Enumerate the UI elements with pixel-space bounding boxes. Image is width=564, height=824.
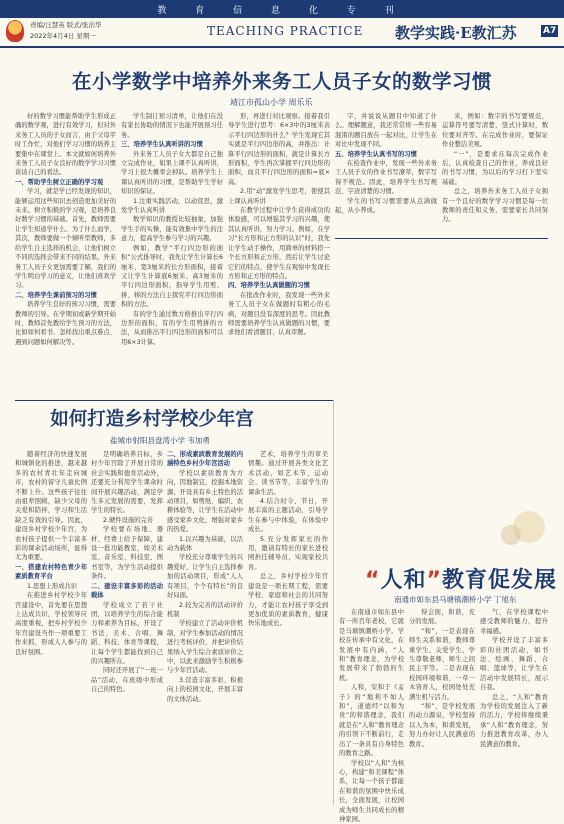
paragraph: 在推进乡村学校少年宫建设中，首先要在思想上达成共识，学校领导应高度重视，把乡村学校少年宫建设当作一项重要工作来抓，形成人人参与的良好氛围。 <box>15 591 87 657</box>
article1-column-4 <box>335 112 437 232</box>
paragraph: 艺术，培养学生的审美情趣。通过开展各类文化艺术活动，如艺术节、运动会、读书节等，丰富学生的课余生活。 <box>248 450 328 497</box>
paragraph: 学校开设了丰富多彩的社团活动，如书法、绘画、舞蹈、合唱、篮球等，让学生在活动中发展特长，展示自我。 <box>480 636 548 692</box>
header-band <box>0 0 564 18</box>
article1-column-2 <box>121 112 223 398</box>
article2-title: 如何打造乡村学校少年宫 <box>26 405 278 431</box>
page-header <box>0 18 564 48</box>
article3-byline: 南通市如东县马塘镇潮桥小学 丁旭东 <box>394 594 516 605</box>
section-heading: 二、培养学生课前预习的习惯 <box>15 291 116 300</box>
title-rest: 教育促发展 <box>442 568 557 593</box>
paragraph: 总之，乡村学校少年宫建设是一项长期工程，需要学校、家庭和社会的共同努力，才能让农村孩子享受到更加优质的素质教育，健康快乐地成长。 <box>248 572 328 628</box>
paragraph: “一”，是要求在每次完成作业后，认真检查自己的作业，养成良好的书写习惯，为以后的学习打下坚实基础。 <box>442 150 548 188</box>
paragraph: “和”，是学校发展的动力源泉，学校坚持以人为本，和谐发展，努力办好让人民满意的教育。 <box>409 702 475 749</box>
paragraph: 学校以“人和”为核心，构建“和美课程”体系，让每一个孩子都能在和谐的氛围中快乐成长，全面发展，让校园成为师生共同成长的精神家园。 <box>339 759 404 824</box>
paragraph: 在检查作业中，发现一些外来务工人员子女的作业书写潦草，数字写得不规范。因此，培养学生书写规范、字迹清楚的习惯。 <box>335 159 437 197</box>
divider-line <box>335 238 548 239</box>
paragraph: 随着经济的快速发展和城镇化的推进，越来越多的农村青壮年走向城市，农村的留守儿童比例不断上升。这些孩子往往由祖辈照顾，缺少父母的关爱和陪伴，学习和生活缺乏有效的引导。因此，建设乡村学校少年宫，为农村孩子提供一个丰富多彩的课余活动场所，显得尤为重要。 <box>15 450 87 563</box>
paragraph: 得会面，和谐，充分的发展。 <box>409 608 475 627</box>
paragraph: 在教学过程中让学生获得成功的体验感，可以增强其学习的兴趣，使其认真听讲，努力学习。例如，在学习“长方形和正方形的认识”时，我先让学生动手操作，用简单的材料搭一个长方形和正方形，然后让学生讨论它们的特点，使学生在观察中发现长方形和正方形的特点。 <box>228 206 330 281</box>
section-heading: 四、培养学生认真做题的习惯 <box>228 281 330 290</box>
article2-column-3 <box>167 450 243 805</box>
paragraph: 培养学生良好的预习习惯，需要教师的引导。在学期初或新学期开始时，教师首先教给学生预习的方法，比如如何看书、怎样找出重点难点、遇到问题如何解决等。 <box>15 300 116 347</box>
paragraph: 学校充分尊重学生的兴趣爱好，让学生自主选择参加的活动项目，形成“人人有项目，个个有特长”的良好局面。 <box>167 553 243 600</box>
paragraph: 是明确培养目标，乡村少年宫除了开展日常的社会实践和德育活动外，还要充分利用学生课余时间开展兴趣活动，满足学生多元发展的需要，发挥学生的特长。 <box>91 450 163 516</box>
paragraph: 学习，就是学已经发现的知识，能够运用这些知识去创造更加美好的未来。树立积极的学习观，是培养良好数学习惯的基础。首先，教师需要让学生知道学什么、为了什么而学，其次，教师要做一个倾听型教师，多给学生自主选择的机会，让他们树立不同的选择会带来不同的结果。外来务工人员子女更加需要了解，我们的学生明白学习的意义，让他们喜欢学习。 <box>15 187 116 290</box>
title-quote-close: ” <box>426 568 441 593</box>
title-quote-open: “ <box>365 568 380 593</box>
article3-title <box>365 563 557 594</box>
paragraph: 好的数学习惯能帮助学生形成正确的数学观，进行有效学习，但对外来务工人员的子女而言，由于父母平时工作忙，对他们学习习惯的培养主要集中在课堂上。本文就如何培养外来务工人员子女良好的数学学习习惯谈谈自己的看法。 <box>15 112 116 178</box>
paragraph: 有的学生通过数方格推出平行四边形的面积，有的学生用剪拼的方法，从而推出平行四边形的面积可以用6×3计算。 <box>121 310 223 348</box>
paragraph: 来，例如：数字的书写要规范，运算符号要写清楚，竖式计算时，数位要对齐等。在完成作业时，要保证作业整洁美观。 <box>442 112 548 150</box>
section-heading: 三、培养学生认真听讲的习惯 <box>121 140 223 149</box>
mascot-icon <box>6 20 24 42</box>
article2-column-4 <box>248 450 328 805</box>
paragraph: 学校建立了活动评价机制，对学生参加活动的情况进行考核评价，并把评价结果纳入学生综合素质评价之中，以此来激励学生积极参与少年宫活动。 <box>167 619 243 675</box>
paragraph: 1.以兴趣为基础，以活动为载体 <box>167 535 243 554</box>
paragraph: 5.充分发挥家长的作用，邀请有特长的家长进校园担任辅导员，实现家校共育。 <box>248 535 328 573</box>
paragraph: 字，并说说从题目中知道了什么。理解题意，我还常常将一些容易混淆的题目放在一起对比，让学生在对比中发现不同。 <box>335 112 437 150</box>
paragraph: 2.较为完善的活动评价机制 <box>167 601 243 620</box>
paragraph: 总之，“人和”教育为学校的发展注入了新的活力，学校将继续秉承“人和”教育理念，努力推进教育改革，办人民满意的教育。 <box>480 693 548 749</box>
section-heading: 一、帮助学生树立正确的学习观 <box>15 178 116 187</box>
paragraph: 形，再进行对比观察。接着我引导学生进行思考：6×3中的3厘米表示平行四边形的什么？学生发现它其实就是平行四边形的高，并推出：计算平行四边形的面积，就是计算长方形面积，学生再次掌握平行四边形的面积，而且平行四边形的面积=底×高。 <box>228 112 330 187</box>
article3-column-3 <box>480 608 548 805</box>
section-heading: 五、培养学生认真书写的习惯 <box>335 150 437 159</box>
paragraph: 1.注重实践活动，以动促思，激发学生认真听讲 <box>121 197 223 216</box>
article2-column-2 <box>91 450 163 805</box>
article1-title: 在小学数学中培养外来务工人员子女的数学习惯 <box>16 66 548 94</box>
band-text: 教 育 信 息 化 专 刊 <box>157 3 406 16</box>
column-divider <box>333 400 334 805</box>
paragraph: 1.思想上形成共识 <box>15 582 87 591</box>
paragraph: 2.用“动”激发学生思考，使使其上课认真听讲 <box>228 187 330 206</box>
paragraph: 在南通市如东县中有一所百年老校，它就是马塘镇潮桥小学。学校在传承中有文化，在发展中有内涵，“人和”教育理念，为学校发展带来了勃勃的生机。 <box>339 608 404 683</box>
paragraph: 同时还开展了“一班一品”活动，在班级中形成自己的特色。 <box>91 666 163 694</box>
paragraph: 外来务工人员子女大都是自己独立完成作业，如果上课不认真听讲，学习上很大概率会掉队。培养学生上课认真听讲的习惯，是帮助学生学好知识的保证。 <box>121 150 223 197</box>
divider-line <box>15 400 333 401</box>
section-title-en: TEACHING PRACTICE <box>207 24 363 38</box>
issue-date: 2022年4月4日 星期一 <box>30 31 96 40</box>
page-number: A7 <box>541 25 558 37</box>
paragraph: 数学知识的教授比较抽象，加强学生手的实操，能有效集中学生的注意力，提高学生参与学习的兴趣。 <box>121 215 223 243</box>
paragraph: 气，在学校课程中感受教师的魅力，提升幸福感。 <box>480 608 548 636</box>
paragraph: 学生制订预习清单，让他们在没有家长协助的情况下也能开展预习任务。 <box>121 112 223 140</box>
paragraph: 学校要在场地、器材、经费上给予保障，建设一批功能教室，如美术室、音乐室、科技室、图书室等，为学生活动提供条件。 <box>91 525 163 581</box>
section-heading: 一、搭建农村特色青少年素质教育平台 <box>15 563 87 582</box>
article3-column-2 <box>409 608 475 805</box>
article2-column-1 <box>15 450 87 805</box>
article2-byline: 盐城市射阳县盘湾小学 韦加勇 <box>110 435 210 446</box>
paragraph: “和”，一是表现在师生关系和谐，教师尊重学生、关爱学生，学生尊敬老师，师生之间民主平等。二是表现在校园环境和谐，一草一木皆育人，校园处处充满生机与活力。 <box>409 627 475 702</box>
title-main: 人和 <box>380 568 426 593</box>
section-title-cn: 教学实践·E教汇苏 <box>395 22 517 43</box>
article3-column-1 <box>339 608 404 805</box>
section-heading: 二、建设丰富多彩的活动载体 <box>91 582 163 601</box>
article1-column-5 <box>442 112 548 232</box>
decoration-illustration <box>441 505 549 550</box>
paragraph: 总之，培养外来务工人员子女拥有一个良好的数学学习习惯是每一位教师的责任和义务，需要家长共同努力。 <box>442 187 548 225</box>
paragraph: 在批改作业时，我发现一些外来务工人员子女在做题时有粗心的毛病，对题目没有深度的思考。因此教师需要培养学生认真做题的习惯，要求他们看清题目、认真审题。 <box>228 291 330 338</box>
paragraph: 人和，安和于《孟子》的“地利不如人和”，道德经“以和为贵”的和谐理念，我们就是在“人和”教育理念的引领下不断前行，走出了一条具有自身特色的教育之路。 <box>339 683 404 758</box>
article1-column-1 <box>15 112 116 398</box>
paragraph: 4.结合时令、节日，开展丰富的主题活动，引导学生在参与中体验，在体验中成长。 <box>248 497 328 535</box>
paragraph: 2.硬件设施的完善 <box>91 516 163 525</box>
paragraph: 3.营造丰富多彩、积极向上的校园文化，开展丰富的文体活动。 <box>167 676 243 704</box>
paragraph: 学生的书写习惯需要从点滴做起，从小养成。 <box>335 197 437 216</box>
article1-column-3 <box>228 112 330 398</box>
paragraph: 学校以素质教育为方向，因地制宜，挖掘本地资源，开设具有乡土特色的活动项目，如剪纸、编织、农耕体验等，让学生在活动中感受家乡文化，增强对家乡的热爱。 <box>167 469 243 535</box>
article1-byline: 靖江市孤山小学 周乐乐 <box>230 97 313 108</box>
paragraph: 学校成立了若干社团，以培养学生的综合能力和素养为目标，开设了书法、美术、合唱、舞蹈、科技、体育等课程，让每个学生都能找到自己的兴趣所在。 <box>91 601 163 667</box>
editor-info: 责编/汪慧英 版式/张治华 <box>30 20 101 29</box>
section-heading: 二、形成素质教育发展的内涵特色乡村少年宫活动 <box>167 450 243 469</box>
paragraph: 例如，教学“平行四边形的面积”公式推导时，我先让学生计算长6厘米、宽3厘米的长方形面积，接着又让学生计算底6厘米、高3厘米的平行四边形面积，指导学生用剪、拼、移的方法自主探究平行四边形面积的方法。 <box>121 244 223 310</box>
